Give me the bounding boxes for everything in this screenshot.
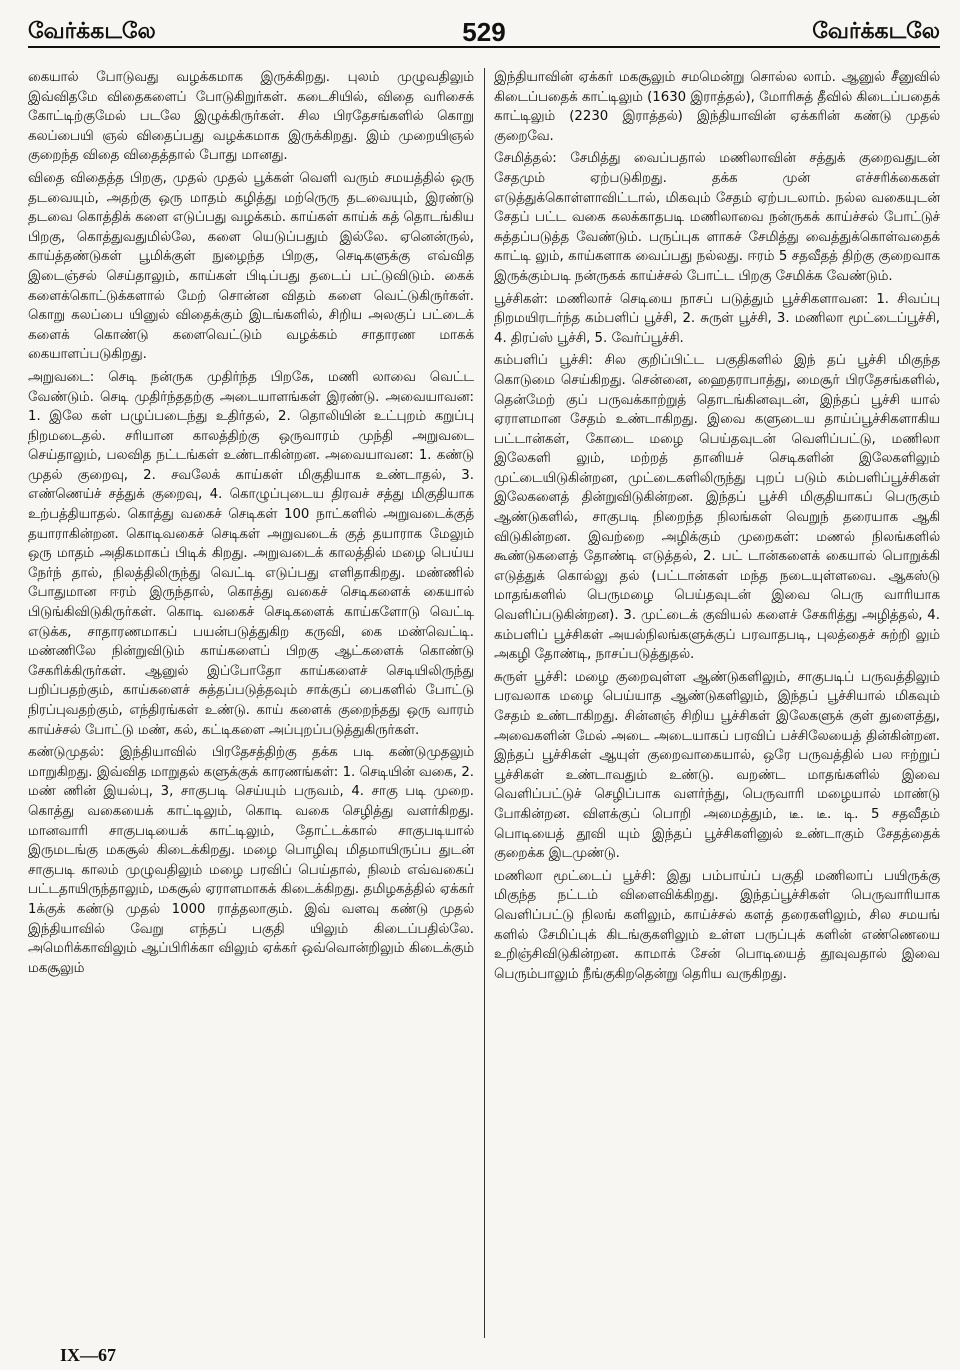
paragraph: கையால் போடுவது வழக்கமாக இருக்கிறது. புலம் முழுவதிலும் இவ்விதமே விதைகளைப் போடுகிறுர்கள். கடைசியில், விதை வரிசைக் கோட்டிற்குமேல் படலே இழுக்கிருர்கள். சில பிரதேசங்களில் கொறு கலப்பையி ஞல் விதைப்பது வழக்கமாக இருக்கிறது. இம் முறையிஞல் குறைந்த விதை விதைத்தால் போது மானது. xyxy=(28,70,474,164)
left-column xyxy=(28,68,484,1338)
paragraph: சேமித்தல்: சேமித்து வைப்பதால் மணிலாவின் சத்துக் குறைவதுடன் சேதமும் ஏற்படுகிறது. தக்க முன் எச்சரிக்கைகள் எடுத்துக்கொள்ளாவிட்டால், மிகவும் சேதம் ஏற்படலாம். நல்ல வகையுடன் சேதப் பட்ட வகை கலக்காதபடி மணிலாவை நன்ருகக் காய்ச்சல் போட்டுச் சுத்தப்படுத்த வேண்டும். பருப்புக ளாகச் சேமித்து வைத்துக்கொள்வதைக் காட்டி லும், காய்களாக வைப்பது நல்லது. ஈரம் 5 சதவீதத் திற்கு குறைவாக இருக்கும்படி நன்ருகக் காய்ச்சல் போட்ட பிறகு சேமிக்க வேண்டும். xyxy=(494,151,940,284)
paragraph: மணிலா மூட்டைப் பூச்சி: இது பம்பாய்ப் பகுதி மணிலாப் பயிருக்கு மிகுந்த நட்டம் விளைவிக்கிறது. இந்தப்பூச்சிகள் பெருவாரியாக வெளிப்பட்டு நிலங் களிலும், காய்ச்சல் களத் தரைகளிலும், சில சமயங் களில் சேமிப்புக் கிடங்குகளிலும் உள்ள பருப்புக் களின் எண்ணெயை உறிஞ்சிவிடுகின்றன. காமாக் சேன் பொடியைத் தூவுவதால் இவை பெரும்பாலும் நீங்குகிறதென்று தெரிய வருகிறது. xyxy=(494,868,940,982)
volume-page-marker: IX—67 xyxy=(60,1345,117,1365)
column-divider xyxy=(484,68,485,1338)
header-right-title: வேர்க்கடலே xyxy=(812,19,940,44)
paragraph: இந்தியாவின் ஏக்கர் மகசூலும் சமமென்று சொல்ல லாம். ஆனுல் சீனுவில் கிடைப்பதைக் காட்டிலும் (1630 இராத்தல்), மோரிசுத் தீவில் கிடைப்பதைக் காட்டிலும் (2230 இராத்தல்) இந்தியாவின் ஏக்கரின் கண்டு முதல் குறைவே. xyxy=(494,70,940,144)
paragraph: அறுவடை: செடி நன்ருக முதிர்ந்த பிறகே, மணி லாவை வெட்ட வேண்டும். செடி முதிர்ந்ததற்கு அடையாளங்கள் இரண்டு. அவையாவன: 1. இலே கள் பழுப்படைந்து உதிர்தல், 2. தொலியின் உட்புறம் கறுப்பு நிறமடைதல். சரியான காலத்திற்கு ஒருவாரம் முந்தி அறுவடை செய்தாலும், பலவித நட்டங்கள் உண்டாகின்றன. அவையாவன: 1. கண்டு முதல் குறைவு, 2. சவலேக் காய்கள் மிகுதியாக உண்டாதல், 3. எண்ணெய்ச் சத்துக் குறைவு, 4. கொழுப்புடைய திரவச் சத்து மிகுதியாக உற்பத்தியாதல். கொத்து வகைச் செடிகள் 100 நாட்களில் அறுவடைக்குத் தயாராகின்றன. கொடிவகைச் செடிகள் அறுவடைக் குத் தயாராக மேலும் ஒரு மாதம் அதிகமாகப் பிடிக் கிறது. அறுவடைக் காலத்தில் மழை பெய்ய நேர்ந் தால், நிலத்திலிருந்து வெட்டி எடுப்பது எளிதாகிறது. மண்ணில் போதுமான ஈரம் இருந்தால், கொத்து வகைச் செடிகளைக் கையால் பிடுங்கிவிடுகிருர்கள். கொடி வகைச் செடிகளைக் காய்களோடு வெட்டி எடுக்க, சாதாரணமாகப் பயன்படுத்துகிற கருவி, கை மண்வெட்டி. மண்ணிலே நின்றுவிடும் காய்களைப் பிறகு ஆட்களைக் கொண்டு சேகரிக்கிருர்கள். ஆனுல் இப்போதோ காய்களைச் செடியிலிருந்து பறிப்பதற்கும், காய்களைச் சுத்தப்படுத்தவும் சாக்குப் பைகளில் போட்டு நிரப்புவதற்கும், எந்திரங்கள் உண்டு. காய் களைக் குறைந்தது ஒரு வாரம் காய்ச்சல் போட்டு மண், கல், கட்டிகளை அப்புறப்படுத்துகிருர்கள். xyxy=(28,369,474,738)
paragraph: கண்டுமுதல்: இந்தியாவில் பிரதேசத்திற்கு தக்க படி கண்டுமுதலும் மாறுகிறது. இவ்வித மாறுதல் களுக்குக் காரணங்கள்: 1. செடியின் வகை, 2. மண் ணின் இயல்பு, 3, சாகுபடி செய்யும் பருவம், 4. சாகு படி முறை. கொத்து வகையைக் காட்டிலும், கொடி வகை செழித்து வளர்கிறது. மானவாரி சாகுபடியைக் காட்டிலும், தோட்டக்கால் சாகுபடியால் இருமடங்கு மகசூல் கிடைக்கிறது. மழை பொழிவு மிதமாயிருப்ப துடன் சாகுபடி காலம் முழுவதிலும் மழை பரவிப் பெய்தால், நிலம் எவ்வகைப் பட்டதாயிருந்தாலும், மகசூல் ஏராளமாகக் கிடைக்கிறது. தமிழகத்தில் ஏக்கர் 1க்குக் கண்டு முதல் 1000 ராத்தலாகும். இவ் வளவு கண்டு முதல் இந்தியாவில் வேறு எந்தப் பகுதி யிலும் கிடைப்பதில்லே. அமெரிக்காவிலும் ஆப்பிரிக்கா விலும் ஏக்கர் ஒவ்வொன்றிலும் கிடைக்கும் மகசூலும் xyxy=(28,745,474,976)
two-column-body xyxy=(28,68,940,1338)
header-left-title: வேர்க்கடலே xyxy=(28,19,156,44)
paragraph: பூச்சிகள்: மணிலாச் செடியை நாசப் படுத்தும் பூச்சிகளாவன: 1. சிவப்பு நிறமயிரடர்ந்த கம்பளிப் பூச்சி, 2. சுருள் பூச்சி, 3. மணிலா மூட்டைப்பூச்சி, 4. திரப்ஸ் பூச்சி, 5. வேர்ப்பூச்சி. xyxy=(494,291,940,346)
page-number: 529 xyxy=(462,17,506,47)
running-header xyxy=(28,6,940,48)
paragraph: விதை விதைத்த பிறகு, முதல் முதல் பூக்கள் வெளி வரும் சமயத்தில் ஒரு தடவையும், அதற்கு ஒரு மாதம் கழித்து மற்ருெரு தடவையும், இரண்டு தடவை கொத்திக் களை எடுப்பது வழக்கம். காய்கள் காய்க் கத் தொடங்கிய பிறகு, கொத்துவதுமில்லே, களை யெடுப்பதும் இல்லே. ஏனென்ருல், காய்த்தண்டுகள் பூமிக்குள் நுழைந்த பிறகு, செடிகளுக்கு எவ்வித இடைஞ்சல் செய்தாலும், காய்கள் பிடிப்பது தடைப் பட்டுவிடும். கைக் களைக்கொட்டுக்களால் மேற் சொன்ன விதம் களை வெட்டுகிருர்கள். கொறு கலப்பை யினுல் விதைக்கும் இடங்களில், சிறிய அலகுப் பட்டைக் களைக் கொண்டு களைவெட்டும் வழக்கம் சாதாரண மாகக் கையாளப்படுகிறது. xyxy=(28,170,474,363)
paragraph: கம்பளிப் பூச்சி: சில குறிப்பிட்ட பகுதிகளில் இந் தப் பூச்சி மிகுந்த கொடுமை செய்கிறது. சென்னை, ஹைதராபாத்து, மைசூர் பிரதேசங்களில், தென்மேற் குப் பருவக்காற்றுத் தொடங்கினவுடன், இந்தப் பூச்சி யால் ஏராளமான சேதம் உண்டாகிறது. இவை களுடைய தாய்ப்பூச்சிகளாகிய பட்டான்கள், கோடை மழை பெய்தவுடன் வெளிப்பட்டு, மணிலா இலேகளி லும், மற்றத் தானியச் செடிகளின் இலேகளிலும் முட்டையிடுகின்றன, முட்டைகளிலிருந்து புறப் படும் கம்பளிப்பூச்சிகள் இலேகளைத் தின்றுவிடுகின்றன. இந்தப் பூச்சி மிகுதியாகப் பெருகும் ஆண்டுகளில், சாகுபடி நிறைந்த நிலங்கள் வெறுந் தரையாக ஆகி விடுகின்றன. இவற்றை அழிக்கும் முறைகள்: மணல் நிலங்களில் கூண்டுகளைத் தோண்டி எடுத்தல், 2. பட் டான்களைக் கையால் பொறுக்கி எடுத்துக் கொல்லு தல் (பட்டான்கள் மந்த நடையுள்ளவை. ஆகஸ்டு மாதங்களில் பெருமழை பெய்தவுடன் இவை பெரு வாரியாக வெளிப்படுகின்றன). 3. முட்டைக் குவியல் களைச் சேகரித்து அழித்தல், 4. கம்பளிப் பூச்சிகள் அயல்நிலங்களுக்குப் பரவாதபடி, புலத்தைச் சுற்றி லும் அகழி தோண்டி, நாசப்படுத்துதல். xyxy=(494,353,940,663)
right-column xyxy=(484,68,940,1338)
paragraph: சுருள் பூச்சி: மழை குறைவுள்ள ஆண்டுகளிலும், சாகுபடிப் பருவத்திலும் பரவலாக மழை பெய்யாத ஆண்டுகளிலும், இந்தப் பூச்சியால் மிகவும் சேதம் உண்டாகிறது. சின்னஞ் சிறிய பூச்சிகள் இலேகளுக் குள் துளைத்து, அவைகளின் மேல் அடை அடையாகப் பரவிப் பச்சிலேயைத் தின்கின்றன. இந்தப் பூச்சிகள் ஆயுள் குறைவாகையால், ஒரே பருவத்தில் பல ஈற்றுப் பூச்சிகள் உண்டாவதும் உண்டு. வறண்ட மாதங்களில் இவை வெளிப்பட்டுச் செழிப்பாக வளர்ந்து, பெருவாரி மழையால் மாண்டு போகின்றன. விளக்குப் பொறி அமைத்தும், டீ. டீ. டி. 5 சதவீதம் பொடியைத் தூவி யும் இந்தப் பூச்சிகளினுல் உண்டாகும் சேதத்தைக் குறைக்க இடமுண்டு. xyxy=(494,669,940,862)
